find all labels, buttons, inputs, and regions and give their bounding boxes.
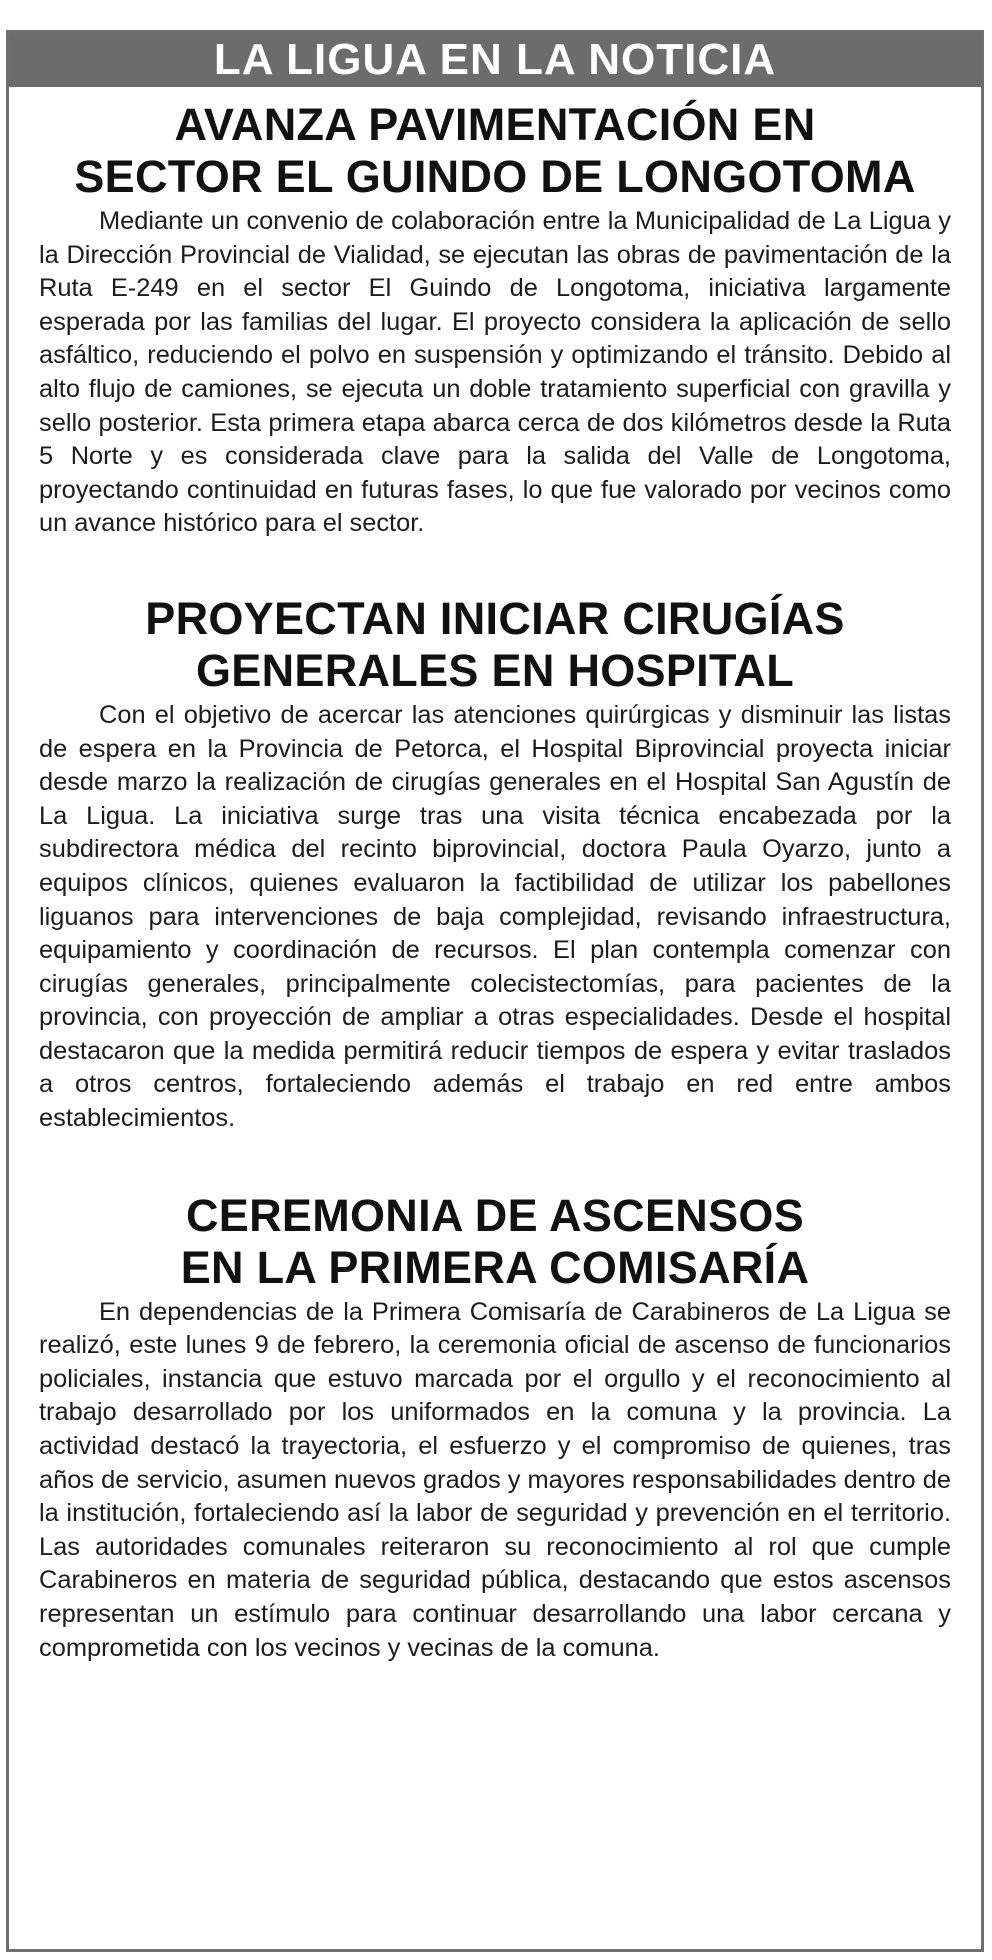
article-body: Mediante un convenio de colaboración entre la Municipalidad de La Ligua y la Dirección Provincial de Vialidad, se ejecutan las obras de pavimentación de la Ruta E-249 en el sector El Guindo de Longotoma, iniciativa largamente esperada por las familias del lugar. El proyecto considera la aplicación de sello asfáltico, reduciendo el polvo en suspensión y optimizando el tránsito. Debido al alto flujo de camiones, se ejecuta un doble tratamiento superficial con gravilla y sello posterior. Esta primera etapa abarca cerca de dos kilómetros desde la Ruta 5 Norte y es considerada clave para la salida del Valle de Longotoma, proyectando continuidad en futuras fases, lo que fue valorado por vecinos como un avance histórico para el sector. — [39, 207, 951, 538]
article-paving — [9, 99, 981, 541]
article-headline — [39, 593, 951, 697]
article-body: En dependencias de la Primera Comisaría de Carabineros de La Ligua se realizó, este lunes 9 de febrero, la ceremonia oficial de ascenso de funcionarios policiales, instancia que estuvo marcada por el orgullo y el reconocimiento al trabajo desarrollado por los uniformados en la comuna y la provincia. La actividad destacó la trayectoria, el esfuerzo y el compromiso de quienes, tras años de servicio, asumen nuevos grados y mayores responsabilidades dentro de la institución, fortaleciendo así la labor de seguridad y prevención en el territorio. Las autoridades comunales reiteraron su reconocimiento al rol que cumple Carabineros en materia de seguridad pública, destacando que estos ascensos representan un estímulo para continuar desarrollando una labor cercana y comprometida con los vecinos y vecinas de la comuna. — [39, 1297, 951, 1662]
headline-line-2: GENERALES EN HOSPITAL — [195, 644, 795, 696]
article-promotions — [9, 1190, 981, 1666]
article-body: Con el objetivo de acercar las atenciones quirúrgicas y disminuir las listas de espera en la Provincia de Petorca, el Hospital Biprovincial proyecta iniciar desde marzo la realización de cirugías generales en el Hospital San Agustín de La Ligua. La iniciativa surge tras una visita técnica encabezada por la subdirectora médica del recinto biprovincial, doctora Paula Oyarzo, junto a equipos clínicos, quienes evaluaron la factibilidad de utilizar los pabellones liguanos para intervenciones de baja complejidad, revisando infraestructura, equipamiento y coordinación de recursos. El plan contempla comenzar con cirugías generales, principalmente colecistectomías, para pacientes de la provincia, con proyección de ampliar a otras especialidades. Desde el hospital destacaron que la medida permitirá reducir tiempos de espera y evitar traslados a otros centros, fortaleciendo además el trabajo en red entre ambos establecimientos. — [39, 700, 951, 1133]
headline-line-1: CEREMONIA DE ASCENSOS — [185, 1189, 805, 1241]
headline-line-2: EN LA PRIMERA COMISARÍA — [180, 1241, 810, 1293]
section-header: LA LIGUA EN LA NOTICIA — [9, 33, 981, 87]
headline-line-1: PROYECTAN INICIAR CIRUGÍAS — [145, 592, 845, 644]
article-headline — [39, 1190, 951, 1294]
headline-line-2: SECTOR EL GUINDO DE LONGOTOMA — [74, 151, 916, 202]
article-surgeries — [9, 593, 981, 1136]
newspaper-page — [6, 30, 984, 1952]
article-headline — [39, 99, 951, 203]
headline-line-1: AVANZA PAVIMENTACIÓN EN — [174, 99, 816, 150]
